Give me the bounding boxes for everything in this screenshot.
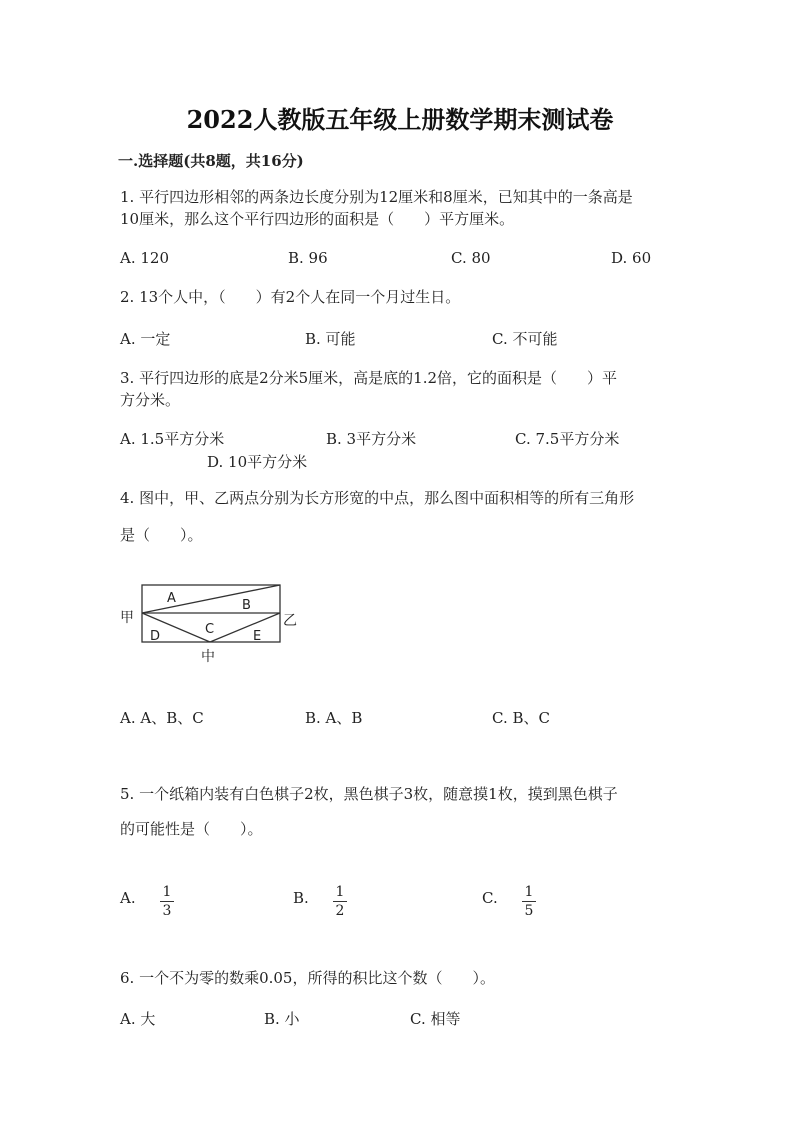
question-5-option-b-letter[interactable]: B. xyxy=(293,889,309,907)
fraction-denominator: 3 xyxy=(162,903,172,919)
question-1-option-d[interactable]: D. 60 xyxy=(611,249,652,267)
fraction-denominator: 2 xyxy=(335,903,345,919)
question-2-option-c[interactable]: C. 不可能 xyxy=(492,330,558,348)
label-yi: 乙 xyxy=(283,613,297,629)
question-3-option-c[interactable]: C. 7.5平方分米 xyxy=(515,430,620,448)
question-1-option-a[interactable]: A. 120 xyxy=(120,249,169,267)
question-5-option-a-fraction[interactable] xyxy=(160,884,174,919)
question-5-option-c-fraction[interactable] xyxy=(522,884,536,919)
question-4-line-1: 4. 图中，甲、乙两点分别为长方形宽的中点，那么图中面积相等的所有三角形 xyxy=(120,489,635,507)
question-3-option-b[interactable]: B. 3平方分米 xyxy=(326,430,417,448)
question-5-option-a-letter[interactable]: A. xyxy=(120,889,136,907)
question-6-line-1: 6. 一个不为零的数乘0.05，所得的积比这个数（ ）。 xyxy=(120,969,495,987)
label-triangle-d: D xyxy=(150,629,161,644)
question-5-line-1: 5. 一个纸箱内装有白色棋子2枚，黑色棋子3枚，随意摸1枚，摸到黑色棋子 xyxy=(120,785,618,803)
question-5-option-c-letter[interactable]: C. xyxy=(482,889,498,907)
question-6-option-a[interactable]: A. 大 xyxy=(120,1010,156,1028)
question-2-option-b[interactable]: B. 可能 xyxy=(305,330,356,348)
question-1-option-c[interactable]: C. 80 xyxy=(451,249,491,267)
question-3-option-a[interactable]: A. 1.5平方分米 xyxy=(120,430,225,448)
fraction-bar xyxy=(522,901,536,902)
question-1-line-2: 10厘米，那么这个平行四边形的面积是（ ）平方厘米。 xyxy=(120,210,515,228)
label-triangle-c: C xyxy=(205,622,215,637)
label-triangle-b: B xyxy=(242,598,251,613)
question-4-option-b[interactable]: B. A、B xyxy=(305,709,363,727)
section-heading: 一.选择题(共8题，共16分) xyxy=(118,152,304,170)
fraction-bar xyxy=(333,901,347,902)
question-5-option-b-fraction[interactable] xyxy=(333,884,347,919)
question-4-option-c[interactable]: C. B、C xyxy=(492,709,550,727)
question-2-option-a[interactable]: A. 一定 xyxy=(120,330,171,348)
fraction-denominator: 5 xyxy=(524,903,534,919)
question-5-line-2: 的可能性是（ ）。 xyxy=(120,820,263,838)
page-title: 2022人教版五年级上册数学期末测试卷 xyxy=(186,105,614,134)
label-jia: 甲 xyxy=(120,610,134,626)
fraction-numerator: 1 xyxy=(162,884,172,900)
question-3-line-2: 方分米。 xyxy=(120,391,181,409)
question-4-option-a[interactable]: A. A、B、C xyxy=(120,709,204,727)
question-2-line-1: 2. 13个人中，（ ）有2个人在同一个月过生日。 xyxy=(120,288,461,306)
label-zhong: 中 xyxy=(201,649,215,665)
figure-line-jia-top-right xyxy=(142,585,280,613)
fraction-numerator: 1 xyxy=(524,884,534,900)
rectangle-triangle-figure xyxy=(115,575,305,670)
fraction-numerator: 1 xyxy=(335,884,345,900)
question-3-line-1: 3. 平行四边形的底是2分米5厘米，高是底的1.2倍，它的面积是（ ）平 xyxy=(120,369,618,387)
question-3-option-d[interactable]: D. 10平方分米 xyxy=(207,453,308,471)
question-1-line-1: 1. 平行四边形相邻的两条边长度分别为12厘米和8厘米，已知其中的一条高是 xyxy=(120,188,633,206)
figure-line-yi-zhong xyxy=(210,613,280,642)
question-6-option-c[interactable]: C. 相等 xyxy=(410,1010,461,1028)
label-triangle-a: A xyxy=(167,591,176,606)
question-1-option-b[interactable]: B. 96 xyxy=(288,249,328,267)
fraction-bar xyxy=(160,901,174,902)
question-6-option-b[interactable]: B. 小 xyxy=(264,1010,300,1028)
question-4-line-2: 是（ ）。 xyxy=(120,526,203,544)
label-triangle-e: E xyxy=(253,629,262,644)
